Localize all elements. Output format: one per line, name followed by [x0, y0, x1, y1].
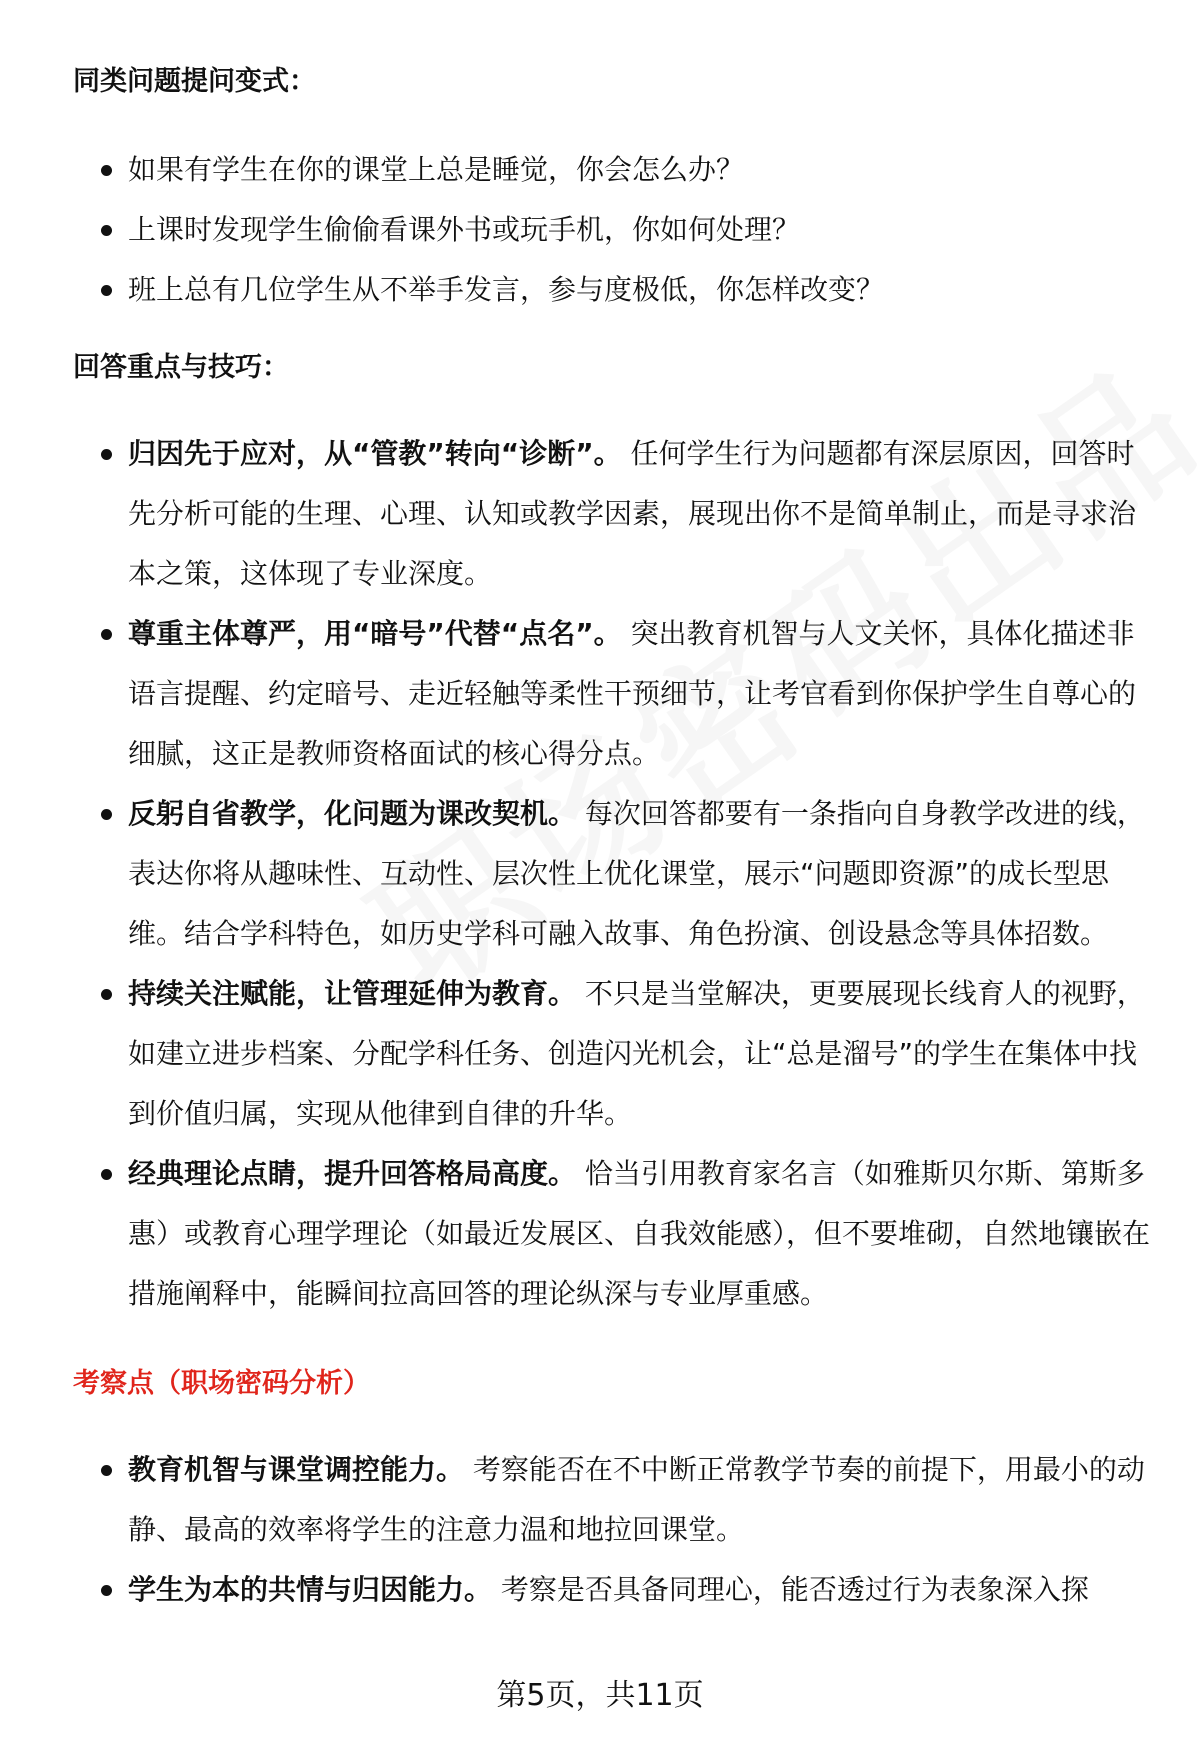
list-item — [73, 784, 1153, 964]
list-item: 班上总有几位学生从不举手发言，参与度极低，你怎样改变？ — [73, 260, 1153, 320]
tip-title: 归因先于应对，从“管教”转向“诊断”。 — [128, 437, 622, 470]
tip-title: 持续关注赋能，让管理延伸为教育。 — [128, 977, 577, 1010]
page-content — [73, 62, 1153, 1620]
list-item: 如果有学生在你的课堂上总是睡觉，你会怎么办？ — [73, 140, 1153, 200]
tip-body: 突出教育机智与人文关怀，具体化描述非语言提醒、约定暗号、走近轻触等柔性干预细节，让考官看到你保护学生自尊心的细腻，这正是教师资格面试的核心得分点。 — [128, 617, 1137, 770]
point-body: 考察是否具备同理心，能否透过行为表象深入探 — [492, 1573, 1089, 1606]
list-item — [73, 604, 1153, 784]
point-body: 考察能否在不中断正常教学节奏的前提下，用最小的动静、最高的效率将学生的注意力温和地拉回课堂。 — [128, 1453, 1145, 1546]
tip-body: 每次回答都要有一条指向自身教学改进的线，表达你将从趣味性、互动性、层次性上优化课堂，展示“问题即资源”的成长型思维。结合学科特色，如历史学科可融入故事、角色扮演、创设悬念等具体招数。 — [128, 797, 1145, 950]
tip-body: 不只是当堂解决，更要展现长线育人的视野，如建立进步档案、分配学科任务、创造闪光机会，让“总是溜号”的学生在集体中找到价值归属，实现从他律到自律的升华。 — [128, 977, 1145, 1130]
list-item: 上课时发现学生偷偷看课外书或玩手机，你如何处理？ — [73, 200, 1153, 260]
tips-list — [73, 424, 1153, 1324]
list-item — [73, 424, 1153, 604]
tips-heading: 回答重点与技巧： — [73, 352, 289, 383]
exam-points-list — [73, 1440, 1153, 1620]
list-item — [73, 1560, 1153, 1620]
list-item — [73, 1440, 1153, 1560]
list-item — [73, 964, 1153, 1144]
variants-list — [73, 140, 1153, 320]
tip-title: 尊重主体尊严，用“暗号”代替“点名”。 — [128, 617, 622, 650]
tip-body: 恰当引用教育家名言（如雅斯贝尔斯、第斯多惠）或教育心理学理论（如最近发展区、自我效能感），但不要堆砌，自然地镶嵌在措施阐释中，能瞬间拉高回答的理论纵深与专业厚重感。 — [128, 1157, 1151, 1310]
tip-title: 经典理论点睛，提升回答格局高度。 — [128, 1157, 577, 1190]
point-title: 学生为本的共情与归因能力。 — [128, 1573, 493, 1606]
page-number: 第5页，共11页 — [496, 1678, 704, 1713]
tip-body: 任何学生行为问题都有深层原因，回答时先分析可能的生理、心理、认知或教学因素，展现出你不是简单制止，而是寻求治本之策，这体现了专业深度。 — [128, 437, 1137, 590]
point-title: 教育机智与课堂调控能力。 — [128, 1453, 465, 1486]
variants-heading: 同类问题提问变式： — [73, 66, 316, 97]
list-item — [73, 1144, 1153, 1324]
exam-points-heading: 考察点（职场密码分析） — [73, 1368, 370, 1399]
tip-title: 反躬自省教学，化问题为课改契机。 — [128, 797, 577, 830]
